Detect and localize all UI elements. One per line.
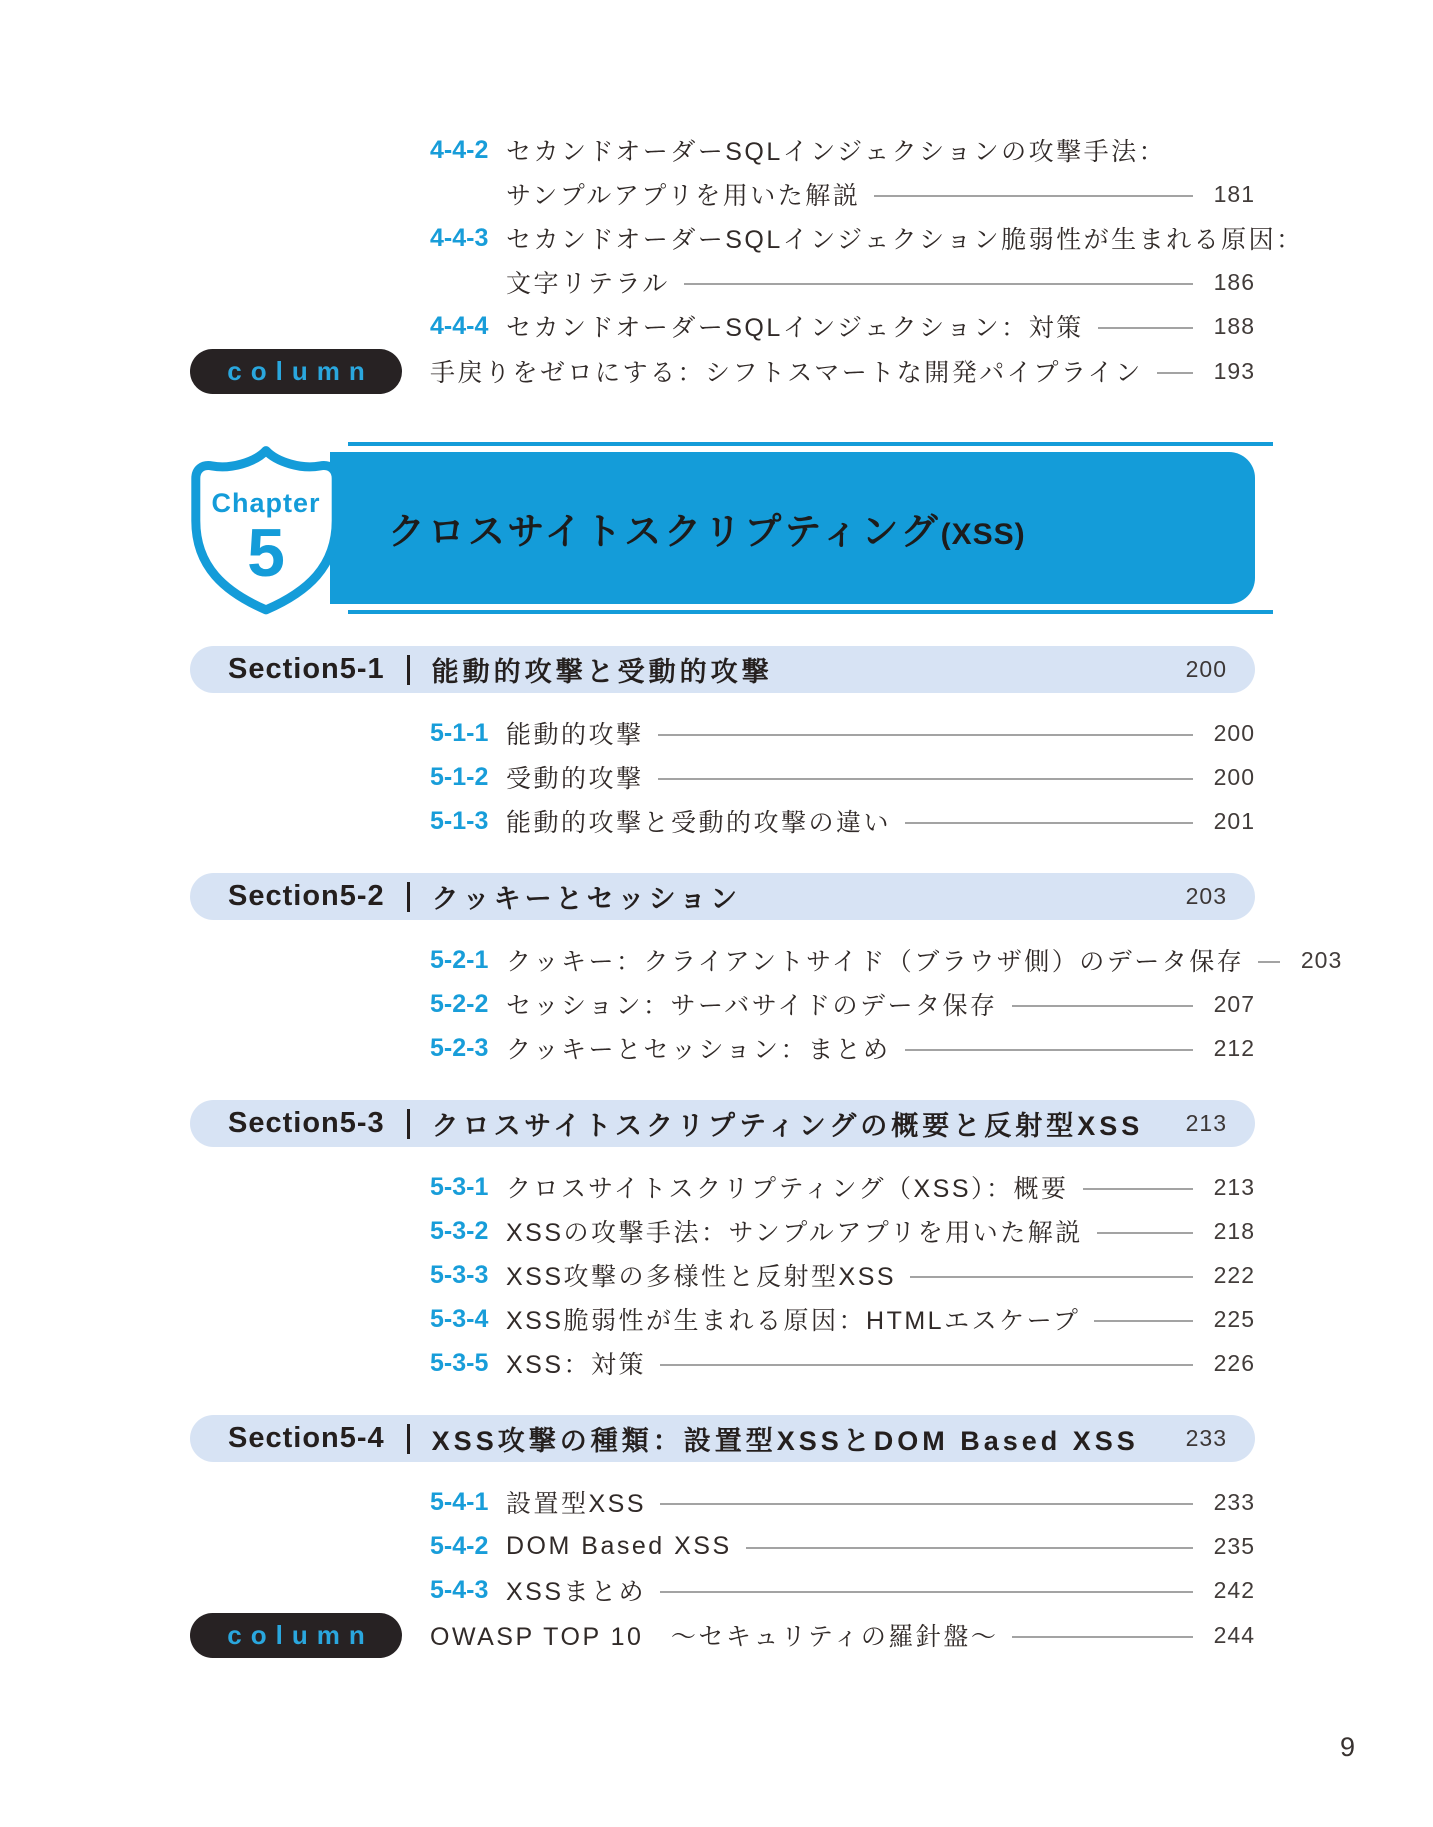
toc-entry-title: XSSの攻撃手法：サンプルアプリを用いた解説	[506, 1219, 1083, 1247]
section-label: Section5-3	[228, 1107, 385, 1139]
section-title: クロスサイトスクリプティングの概要と反射型XSS	[431, 1111, 1144, 1141]
chapter-shield-icon	[176, 438, 356, 618]
leader-line	[1098, 327, 1193, 329]
section-divider	[407, 1109, 410, 1139]
chapter-banner	[330, 452, 1255, 604]
page-number: 226	[1213, 1349, 1255, 1376]
leader-line	[1258, 961, 1280, 963]
folio-page-number: 9	[1340, 1732, 1356, 1762]
toc-entry-number: 5-2-2	[430, 989, 489, 1018]
toc-entry-title: 設置型XSS	[506, 1490, 647, 1518]
leader-line	[1157, 372, 1193, 374]
section-bar	[190, 646, 1255, 693]
toc-entry	[430, 755, 1255, 799]
section-page-number: 213	[1185, 1110, 1227, 1136]
leader-line	[746, 1547, 1193, 1549]
page-number: 200	[1213, 719, 1255, 746]
banner-top-rule	[348, 442, 1273, 446]
page-number: 233	[1213, 1488, 1255, 1515]
toc-entry	[430, 128, 1255, 172]
banner-bottom-rule	[348, 610, 1273, 614]
prev-chapter-entries	[190, 128, 1304, 394]
column-entry	[190, 1612, 1255, 1658]
leader-line	[874, 195, 1193, 197]
column-title: OWASP TOP 10 ～セキュリティの羅針盤～	[430, 1623, 999, 1651]
page-number: 242	[1213, 1576, 1255, 1603]
section-items	[190, 1165, 1255, 1385]
page-number: 207	[1213, 990, 1255, 1017]
section-page-number: 200	[1185, 656, 1227, 682]
toc-entry-number: 5-3-4	[430, 1304, 489, 1333]
toc-entry	[430, 216, 1304, 260]
toc-entry-title: クッキーとセッション：まとめ	[506, 1036, 891, 1064]
page-number: 181	[1213, 180, 1255, 207]
page-number: 186	[1213, 268, 1255, 295]
toc-entry	[430, 1524, 1255, 1568]
toc-entry-title: XSS脆弱性が生まれる原因：HTMLエスケープ	[506, 1307, 1081, 1335]
page-number: 235	[1213, 1532, 1255, 1559]
toc-entry-title: セカンドオーダーSQLインジェクション：対策	[506, 314, 1084, 342]
page-number: 244	[1213, 1621, 1255, 1648]
leader-line	[910, 1276, 1193, 1278]
page-number: 193	[1213, 357, 1255, 384]
toc-entry-title: 文字リテラル	[506, 270, 670, 298]
chapter-title-text: クロスサイトスクリプティング	[388, 511, 941, 552]
section-title: XSS攻撃の種類：設置型XSSとDOM Based XSS	[431, 1426, 1139, 1456]
page-number: 188	[1213, 312, 1255, 339]
toc-entry-title: XSS：対策	[506, 1351, 647, 1379]
leader-line	[658, 778, 1193, 780]
leader-line	[1083, 1188, 1193, 1190]
toc-entry-title: サンプルアプリを用いた解説	[506, 182, 861, 210]
toc-entry-number: 5-4-2	[430, 1531, 489, 1560]
leader-line	[660, 1503, 1193, 1505]
toc-entry	[430, 1480, 1255, 1524]
toc-entry	[430, 1253, 1255, 1297]
chapter-title-suffix: (XSS)	[940, 518, 1026, 551]
section-label: Section5-4	[228, 1422, 385, 1454]
column-entry	[190, 348, 1255, 394]
page-number: 225	[1213, 1305, 1255, 1332]
leader-line	[660, 1364, 1193, 1366]
toc-entry	[430, 938, 1343, 982]
column-badge: column	[190, 1613, 402, 1658]
chapter-header	[190, 440, 1255, 616]
toc-entry-number: 5-3-3	[430, 1260, 489, 1289]
toc-entry-number: 5-1-1	[430, 718, 489, 747]
toc-entry-number: 5-3-1	[430, 1172, 489, 1201]
section-label: Section5-2	[228, 880, 385, 912]
toc-entry	[430, 1209, 1255, 1253]
toc-entry	[430, 799, 1255, 843]
toc-entry	[430, 1341, 1255, 1385]
toc-entry-title: クロスサイトスクリプティング（XSS）：概要	[506, 1175, 1069, 1203]
toc-entry	[430, 1297, 1255, 1341]
leader-line	[905, 1049, 1193, 1051]
toc-entry-number: 4-4-2	[430, 135, 489, 164]
toc-entry-title: セカンドオーダーSQLインジェクションの攻撃手法：	[506, 138, 1167, 166]
section-items	[190, 711, 1255, 843]
leader-line	[1097, 1232, 1193, 1234]
section-divider	[407, 882, 410, 912]
section-divider	[407, 655, 410, 685]
toc-entry	[430, 1165, 1255, 1209]
toc-entry-number: 4-4-4	[430, 311, 489, 340]
toc-entry-number: 5-1-2	[430, 762, 489, 791]
toc-entry-title: XSSまとめ	[506, 1578, 647, 1606]
toc-entry	[430, 711, 1255, 755]
section-title: クッキーとセッション	[431, 884, 742, 914]
toc-entry	[430, 1026, 1255, 1070]
section-label: Section5-1	[228, 653, 385, 685]
page-number: 201	[1213, 807, 1255, 834]
section-items	[190, 1480, 1255, 1612]
toc-entry	[430, 304, 1255, 348]
toc-entry-number: 5-2-1	[430, 945, 489, 974]
leader-line	[1012, 1005, 1193, 1007]
chapter-number: 5	[247, 515, 285, 591]
page-number: 222	[1213, 1261, 1255, 1288]
page-number: 200	[1213, 763, 1255, 790]
toc-entry-number: 5-1-3	[430, 806, 489, 835]
toc-entry-title: 受動的攻撃	[506, 765, 644, 793]
toc-entry-number: 5-4-3	[430, 1575, 489, 1604]
toc-entry-number: 5-4-1	[430, 1487, 489, 1516]
section-page-number: 233	[1185, 1425, 1227, 1451]
page-number: 212	[1213, 1034, 1255, 1061]
toc-entry	[430, 1568, 1255, 1612]
toc-entry-number: 5-3-2	[430, 1216, 489, 1245]
toc-entry-number: 5-3-5	[430, 1348, 489, 1377]
leader-line	[1012, 1636, 1193, 1638]
column-badge: column	[190, 349, 402, 394]
page-number: 213	[1213, 1173, 1255, 1200]
toc-entry-title: 能動的攻撃と受動的攻撃の違い	[506, 809, 892, 837]
chapter-label: Chapter	[211, 488, 321, 518]
leader-line	[684, 283, 1193, 285]
toc-entry-title: セッション：サーバサイドのデータ保存	[506, 992, 998, 1020]
chapter-title	[388, 501, 1026, 555]
toc-page	[190, 0, 1343, 1658]
toc-entry-title: XSS攻撃の多様性と反射型XSS	[506, 1263, 897, 1291]
toc-entry-number: 4-4-3	[430, 223, 489, 252]
toc-entry-title: セカンドオーダーSQLインジェクション脆弱性が生まれる原因：	[506, 226, 1304, 254]
toc-entry-number: 5-2-3	[430, 1033, 489, 1062]
toc-entry	[430, 982, 1255, 1026]
section-divider	[407, 1424, 410, 1454]
section-title: 能動的攻撃と受動的攻撃	[431, 657, 773, 687]
page-number: 218	[1213, 1217, 1255, 1244]
section-page-number: 203	[1185, 883, 1227, 909]
leader-line	[1094, 1320, 1193, 1322]
toc-entry-title: クッキー：クライアントサイド（ブラウザ側）のデータ保存	[506, 948, 1245, 976]
page-number: 203	[1300, 946, 1343, 973]
section-items	[190, 938, 1343, 1070]
leader-line	[905, 822, 1193, 824]
column-title: 手戻りをゼロにする：シフトスマートな開発パイプライン	[430, 359, 1143, 387]
leader-line	[658, 734, 1193, 736]
toc-entry-title: DOM Based XSS	[506, 1531, 732, 1560]
leader-line	[660, 1591, 1193, 1593]
section-bar	[190, 873, 1255, 920]
section-bar	[190, 1100, 1255, 1147]
section-bar	[190, 1415, 1255, 1462]
toc-entry-continuation	[430, 260, 1255, 304]
toc-entry-continuation	[430, 172, 1255, 216]
toc-entry-title: 能動的攻撃	[506, 721, 644, 749]
